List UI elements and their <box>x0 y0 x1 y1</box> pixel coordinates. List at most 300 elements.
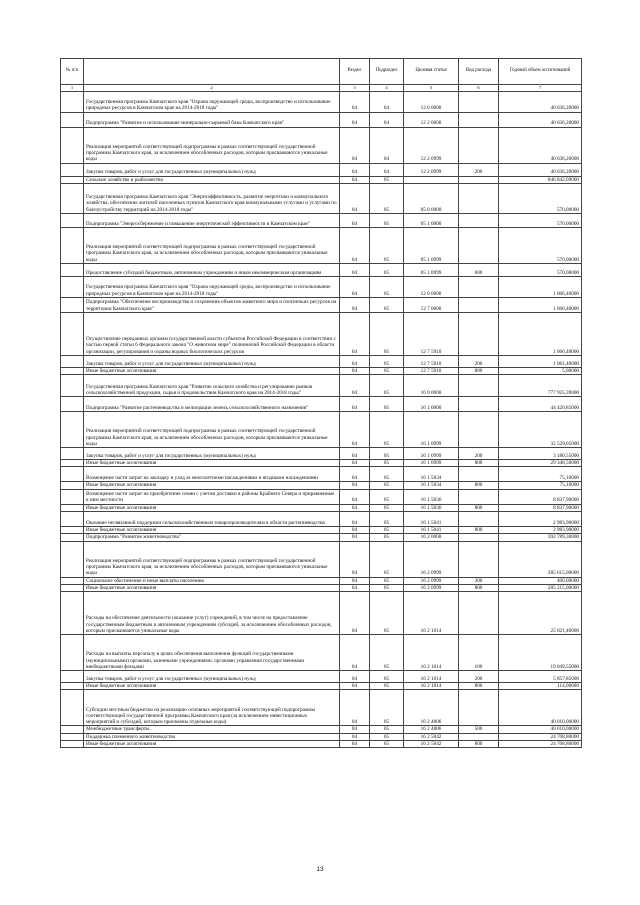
table-row <box>61 671 582 683</box>
amount-cell: 114,00000 <box>499 683 582 690</box>
podrazdel-cell: 04 <box>370 127 404 163</box>
number-cell <box>61 276 84 297</box>
podrazdel-cell: 05 <box>370 504 404 511</box>
target-article-cell: 16 0 0000 <box>404 375 459 397</box>
podrazdel-cell: 05 <box>370 375 404 397</box>
number-cell <box>61 504 84 511</box>
razdel-cell: 04 <box>340 683 370 690</box>
expense-type-cell: 800 <box>459 460 499 467</box>
number-cell <box>61 91 84 112</box>
target-article-cell: 12 7 5910 <box>404 312 459 355</box>
podrazdel-cell: 05 <box>370 741 404 748</box>
expense-type-cell <box>459 397 499 412</box>
table-row <box>61 163 582 176</box>
expense-type-cell <box>459 127 499 163</box>
number-cell <box>61 671 84 683</box>
amount-cell: 5 857,85000 <box>499 671 582 683</box>
amount-cell: 1 066,40000 <box>499 276 582 297</box>
number-cell <box>61 112 84 127</box>
podrazdel-cell: 05 <box>370 176 404 183</box>
target-article-cell: 12 7 0000 <box>404 297 459 312</box>
amount-cell: 2 983,90000 <box>499 511 582 526</box>
number-cell <box>61 176 84 183</box>
table-row <box>61 460 582 467</box>
name-cell: Поддержка племенного животноводства <box>84 733 340 740</box>
name-cell: Реализация мероприятий соответствующей подпрограммы в рамках соответствующей государственной программы Камчатского края, за исключением обособленных расходов, которым присваиваются уникальные коды <box>84 541 340 577</box>
target-article-cell: 16 1 0000 <box>404 397 459 412</box>
expense-type-cell: 800 <box>459 367 499 374</box>
amount-cell: 32 529,05000 <box>499 412 582 448</box>
table-row <box>61 276 582 297</box>
podrazdel-cell: 05 <box>370 577 404 584</box>
target-article-cell: 16 2 4006 <box>404 726 459 733</box>
razdel-cell: 04 <box>340 482 370 489</box>
table-row <box>61 526 582 533</box>
header-number: № п/п <box>61 59 84 85</box>
podrazdel-cell: 05 <box>370 726 404 733</box>
podrazdel-cell: 05 <box>370 183 404 213</box>
podrazdel-cell: 05 <box>370 482 404 489</box>
amount-cell: 846 842,09000 <box>499 176 582 183</box>
target-article-cell: 12 2 0999 <box>404 163 459 176</box>
table-row <box>61 741 582 748</box>
razdel-cell: 04 <box>340 227 370 263</box>
amount-cell: 570,00000 <box>499 183 582 213</box>
target-article-cell: 05 1 0999 <box>404 227 459 263</box>
razdel-cell: 04 <box>340 467 370 482</box>
amount-cell: 1 061,40000 <box>499 355 582 367</box>
amount-cell: 75,10000 <box>499 482 582 489</box>
expense-type-cell <box>459 511 499 526</box>
name-cell: Возмещение части затрат на закладку и уход за многолетними насаждениями и ягодными насаждениями <box>84 467 340 482</box>
name-cell: Предоставление субсидий бюджетным, автономным учреждениям и иным некоммерческим организациям <box>84 263 340 276</box>
number-cell <box>61 127 84 163</box>
razdel-cell: 04 <box>340 297 370 312</box>
expense-type-cell <box>459 312 499 355</box>
target-article-cell: 16 1 0999 <box>404 412 459 448</box>
table-body <box>61 91 582 748</box>
table-row <box>61 489 582 504</box>
amount-cell: 40 636,20000 <box>499 112 582 127</box>
table-row <box>61 534 582 541</box>
name-cell: Расходы на выплаты персоналу в целях обеспечения выполнения функций государственными (муниципальными) органами, казенными учреждениями, органами управления государственными внебюджетными фондами <box>84 635 340 671</box>
podrazdel-cell: 05 <box>370 355 404 367</box>
target-article-cell: 12 0 0000 <box>404 276 459 297</box>
table-row <box>61 367 582 374</box>
number-cell <box>61 482 84 489</box>
number-cell <box>61 683 84 690</box>
amount-cell: 25 021,40000 <box>499 592 582 635</box>
name-cell: Подпрограмма "Развитие животноводства" <box>84 534 340 541</box>
name-cell: Оказание несвязанной поддержки сельскохозяйственным товаропроизводителям в области растениеводства <box>84 511 340 526</box>
target-article-cell: 16 1 5041 <box>404 511 459 526</box>
podrazdel-cell: 05 <box>370 312 404 355</box>
amount-cell: 570,00000 <box>499 213 582 227</box>
expense-type-cell: 600 <box>459 263 499 276</box>
target-article-cell: 16 1 5034 <box>404 482 459 489</box>
podrazdel-cell: 05 <box>370 367 404 374</box>
razdel-cell: 04 <box>340 504 370 511</box>
name-cell: Субсидии местным бюджетам на реализацию основных мероприятий соответствующей подпрограммы соответствующей государственной программы Камчатского края (за исключением инвестиционных мероприятий и субсидий, которым присвоены отдельные коды) <box>84 690 340 726</box>
amount-cell: 40 636,20000 <box>499 127 582 163</box>
table-row <box>61 592 582 635</box>
table-row <box>61 297 582 312</box>
table-row <box>61 263 582 276</box>
target-article-cell: 05 1 0000 <box>404 213 459 227</box>
expense-type-cell <box>459 534 499 541</box>
razdel-cell: 04 <box>340 448 370 460</box>
target-article-cell: 16 2 5042 <box>404 741 459 748</box>
number-cell <box>61 489 84 504</box>
number-cell <box>61 690 84 726</box>
target-article-cell: 05 1 0999 <box>404 263 459 276</box>
target-article-cell: 16 1 0999 <box>404 448 459 460</box>
podrazdel-cell: 05 <box>370 467 404 482</box>
razdel-cell: 04 <box>340 112 370 127</box>
podrazdel-cell: 05 <box>370 412 404 448</box>
name-cell: Закупка товаров, работ и услуг для государственных (муниципальных) нужд <box>84 163 340 176</box>
expense-type-cell: 800 <box>459 482 499 489</box>
podrazdel-cell: 05 <box>370 733 404 740</box>
number-cell <box>61 733 84 740</box>
expense-type-cell <box>459 183 499 213</box>
column-number: 7 <box>499 85 582 92</box>
amount-cell: 570,00000 <box>499 227 582 263</box>
name-cell: Государственная программа Камчатского края "Развитие сельского хозяйства и регулирование рынков сельскохозяйственной продукции, сырья и продовольствия Камчатского края на 2014-2018 годы" <box>84 375 340 397</box>
amount-cell: 1 066,40000 <box>499 297 582 312</box>
number-cell <box>61 526 84 533</box>
number-cell <box>61 213 84 227</box>
table-row <box>61 733 582 740</box>
header-podrazdel: Подраздел <box>370 59 404 85</box>
amount-cell: 1 066,40000 <box>499 312 582 355</box>
number-cell <box>61 397 84 412</box>
number-cell <box>61 375 84 397</box>
podrazdel-cell: 05 <box>370 213 404 227</box>
razdel-cell: 04 <box>340 690 370 726</box>
amount-cell: 8 837,90000 <box>499 489 582 504</box>
amount-cell: 400,00000 <box>499 577 582 584</box>
razdel-cell: 04 <box>340 726 370 733</box>
expense-type-cell <box>459 690 499 726</box>
table-row <box>61 635 582 671</box>
podrazdel-cell: 05 <box>370 263 404 276</box>
table-row <box>61 397 582 412</box>
target-article-cell: 16 2 1014 <box>404 671 459 683</box>
name-cell: Иные бюджетные ассигнования <box>84 741 340 748</box>
table-row <box>61 412 582 448</box>
table-row <box>61 213 582 227</box>
razdel-cell: 04 <box>340 263 370 276</box>
podrazdel-cell: 05 <box>370 297 404 312</box>
number-cell <box>61 227 84 263</box>
target-article-cell: 12 0 0000 <box>404 91 459 112</box>
name-cell: Государственная программа Камчатского края "Энергоэффективность, развитие энергетики и коммунального хозяйства, обеспечение жителей населенных пунктов Камчатского края коммунальными услугами и услугами по благоустройству территорий на 2014-2018 годы" <box>84 183 340 213</box>
razdel-cell: 04 <box>340 276 370 297</box>
table-row <box>61 183 582 213</box>
column-number: 4 <box>370 85 404 92</box>
name-cell: Государственная программа Камчатского края "Охрана окружающей среды, воспроизводство и использование природных ресурсов в Камчатском крае на 2014-2018 годы" <box>84 91 340 112</box>
podrazdel-cell: 05 <box>370 526 404 533</box>
table-row <box>61 448 582 460</box>
number-cell <box>61 312 84 355</box>
table-row <box>61 541 582 577</box>
podrazdel-cell: 05 <box>370 683 404 690</box>
name-cell: Закупка товаров, работ и услуг для государственных (муниципальных) нужд <box>84 355 340 367</box>
name-cell: Межбюджетные трансферты <box>84 726 340 733</box>
target-article-cell: 16 1 5034 <box>404 467 459 482</box>
header-expense-type: Вид расхода <box>459 59 499 85</box>
name-cell: Государственная программа Камчатского края "Охрана окружающей среды, воспроизводство и использование природных ресурсов в Камчатском крае на 2014-2018 годы" <box>84 276 340 297</box>
razdel-cell: 04 <box>340 489 370 504</box>
header-target-article: Целевая статья <box>404 59 459 85</box>
table-row <box>61 690 582 726</box>
target-article-cell: 16 2 1014 <box>404 592 459 635</box>
number-cell <box>61 577 84 584</box>
number-cell <box>61 183 84 213</box>
amount-cell: 3 180,55000 <box>499 448 582 460</box>
budget-table <box>60 58 582 748</box>
amount-cell: 75,10000 <box>499 467 582 482</box>
table-row <box>61 683 582 690</box>
podrazdel-cell: 05 <box>370 534 404 541</box>
expense-type-cell: 800 <box>459 741 499 748</box>
amount-cell: 285 215,00000 <box>499 584 582 591</box>
target-article-cell: 12 2 0999 <box>404 127 459 163</box>
table-row <box>61 726 582 733</box>
expense-type-cell <box>459 112 499 127</box>
name-cell: Иные бюджетные ассигнования <box>84 584 340 591</box>
expense-type-cell <box>459 91 499 112</box>
podrazdel-cell: 04 <box>370 163 404 176</box>
razdel-cell: 04 <box>340 367 370 374</box>
number-cell <box>61 297 84 312</box>
expense-type-cell: 800 <box>459 526 499 533</box>
amount-cell: 40 636,20000 <box>499 91 582 112</box>
header-annual-amount: Годовой объем ассигнований <box>499 59 582 85</box>
table-row <box>61 112 582 127</box>
name-cell: Реализация мероприятий соответствующей подпрограммы в рамках соответствующей государственной программы Камчатского края, за исключением обособленных расходов, которым присваиваются уникальные коды <box>84 412 340 448</box>
target-article-cell: 16 1 0999 <box>404 460 459 467</box>
podrazdel-cell: 05 <box>370 584 404 591</box>
amount-cell: 5,00000 <box>499 367 582 374</box>
amount-cell: 44 420,85000 <box>499 397 582 412</box>
number-cell <box>61 541 84 577</box>
column-number: 1 <box>61 85 84 92</box>
expense-type-cell: 800 <box>459 683 499 690</box>
podrazdel-cell: 05 <box>370 635 404 671</box>
podrazdel-cell: 05 <box>370 671 404 683</box>
name-cell: Закупка товаров, работ и услуг для государственных (муниципальных) нужд <box>84 448 340 460</box>
expense-type-cell: 200 <box>459 671 499 683</box>
number-cell <box>61 467 84 482</box>
table-row <box>61 504 582 511</box>
podrazdel-cell: 04 <box>370 91 404 112</box>
target-article-cell: 16 2 1014 <box>404 683 459 690</box>
podrazdel-cell: 05 <box>370 690 404 726</box>
podrazdel-cell: 05 <box>370 397 404 412</box>
number-cell <box>61 355 84 367</box>
target-article-cell: 16 2 5042 <box>404 733 459 740</box>
name-cell: Иные бюджетные ассигнования <box>84 367 340 374</box>
amount-cell: 24 708,80000 <box>499 733 582 740</box>
number-cell <box>61 584 84 591</box>
razdel-cell: 04 <box>340 534 370 541</box>
name-cell: Подпрограмма "Развитие и использование минерально-сырьевой базы Камчатского края" <box>84 112 340 127</box>
razdel-cell: 04 <box>340 541 370 577</box>
razdel-cell: 04 <box>340 526 370 533</box>
target-article-cell: 05 0 0000 <box>404 183 459 213</box>
razdel-cell: 04 <box>340 584 370 591</box>
target-article-cell: 16 2 1014 <box>404 635 459 671</box>
expense-type-cell <box>459 227 499 263</box>
target-article-cell: 16 2 0999 <box>404 577 459 584</box>
table-row <box>61 355 582 367</box>
expense-type-cell: 100 <box>459 635 499 671</box>
number-cell <box>61 448 84 460</box>
number-cell <box>61 412 84 448</box>
name-cell: Реализация мероприятий соответствующей подпрограммы в рамках соответствующей государственной программы Камчатского края, за исключением обособленных расходов, которым присваиваются уникальные коды <box>84 227 340 263</box>
podrazdel-cell: 05 <box>370 276 404 297</box>
razdel-cell: 04 <box>340 163 370 176</box>
razdel-cell: 04 <box>340 312 370 355</box>
razdel-cell: 04 <box>340 213 370 227</box>
table-row <box>61 176 582 183</box>
amount-cell: 2 983,90000 <box>499 526 582 533</box>
amount-cell: 40 636,20000 <box>499 163 582 176</box>
razdel-cell: 04 <box>340 375 370 397</box>
number-cell <box>61 460 84 467</box>
amount-cell: 40 010,00000 <box>499 690 582 726</box>
name-cell: Возмещение части затрат на приобретение семян с учетом доставки в районы Крайнего Севера и приравненные к ним местности <box>84 489 340 504</box>
expense-type-cell <box>459 489 499 504</box>
expense-type-cell <box>459 213 499 227</box>
target-article-cell <box>404 176 459 183</box>
name-cell: Подпрограмма "Обеспечение воспроизводства и сохранения объектов животного мира и охотничьих ресурсов на территории Камчатского края" <box>84 297 340 312</box>
podrazdel-cell: 05 <box>370 460 404 467</box>
table-row <box>61 127 582 163</box>
name-cell: Иные бюджетные ассигнования <box>84 460 340 467</box>
razdel-cell: 04 <box>340 355 370 367</box>
target-article-cell: 12 7 5910 <box>404 355 459 367</box>
podrazdel-cell: 05 <box>370 489 404 504</box>
name-cell: Иные бюджетные ассигнования <box>84 482 340 489</box>
number-cell <box>61 263 84 276</box>
expense-type-cell <box>459 375 499 397</box>
amount-cell: 777 925,39000 <box>499 375 582 397</box>
name-cell: Иные бюджетные ассигнования <box>84 504 340 511</box>
table-row <box>61 482 582 489</box>
podrazdel-cell: 05 <box>370 511 404 526</box>
razdel-cell: 04 <box>340 733 370 740</box>
target-article-cell: 16 2 0999 <box>404 541 459 577</box>
name-cell: Расходы на обеспечение деятельности (оказание услуг) учреждений, в том числе на предоставление государственным бюджетным и автономным учреждениям субсидий, за исключением обособленных расходов, которым присваиваются уникальные коды <box>84 592 340 635</box>
expense-type-cell <box>459 276 499 297</box>
razdel-cell: 04 <box>340 127 370 163</box>
expense-type-cell <box>459 541 499 577</box>
expense-type-cell <box>459 176 499 183</box>
header-row <box>61 59 582 85</box>
expense-type-cell: 800 <box>459 504 499 511</box>
number-cell <box>61 635 84 671</box>
name-cell: Реализация мероприятий соответствующей подпрограммы в рамках соответствующей государственной программы Камчатского края, за исключением обособленных расходов, которым присваиваются уникальные коды <box>84 127 340 163</box>
razdel-cell: 04 <box>340 460 370 467</box>
podrazdel-cell: 04 <box>370 112 404 127</box>
table-row <box>61 91 582 112</box>
razdel-cell: 04 <box>340 592 370 635</box>
target-article-cell: 12 7 5910 <box>404 367 459 374</box>
podrazdel-cell: 05 <box>370 227 404 263</box>
podrazdel-cell: 05 <box>370 448 404 460</box>
expense-type-cell: 300 <box>459 577 499 584</box>
target-article-cell: 16 2 4006 <box>404 690 459 726</box>
amount-cell: 392 789,30000 <box>499 534 582 541</box>
target-article-cell: 12 2 0000 <box>404 112 459 127</box>
name-cell: Сельское хозяйство и рыболовство <box>84 176 340 183</box>
table-row <box>61 375 582 397</box>
table-row <box>61 227 582 263</box>
amount-cell: 8 837,90000 <box>499 504 582 511</box>
table-row <box>61 577 582 584</box>
name-cell: Закупка товаров, работ и услуг для государственных (муниципальных) нужд <box>84 671 340 683</box>
name-cell: Социальное обеспечение и иные выплаты населению <box>84 577 340 584</box>
razdel-cell: 04 <box>340 635 370 671</box>
target-article-cell: 16 1 5036 <box>404 489 459 504</box>
expense-type-cell <box>459 733 499 740</box>
target-article-cell: 16 2 0999 <box>404 584 459 591</box>
name-cell: Осуществление переданных органам государственной власти субъектов Российской Федерации в соответствии с частью первой статьи 6 Федерального закона "О животном мире" полномочий Российской Федерации в области организации, регулирования и охраны водных биологических ресурсов <box>84 312 340 355</box>
expense-type-cell: 200 <box>459 163 499 176</box>
header-razdel: Раздел <box>340 59 370 85</box>
table-row <box>61 467 582 482</box>
expense-type-cell: 200 <box>459 448 499 460</box>
expense-type-cell <box>459 467 499 482</box>
column-number: 2 <box>84 85 340 92</box>
razdel-cell: 04 <box>340 176 370 183</box>
number-cell <box>61 367 84 374</box>
number-cell <box>61 511 84 526</box>
column-number: 6 <box>459 85 499 92</box>
table-row <box>61 584 582 591</box>
expense-type-cell <box>459 297 499 312</box>
name-cell: Иные бюджетные ассигнования <box>84 683 340 690</box>
amount-cell: 29 348,50000 <box>499 460 582 467</box>
target-article-cell: 16 1 5036 <box>404 504 459 511</box>
target-article-cell: 16 1 5041 <box>404 526 459 533</box>
podrazdel-cell: 05 <box>370 592 404 635</box>
amount-cell: 285 615,00000 <box>499 541 582 577</box>
expense-type-cell: 500 <box>459 726 499 733</box>
amount-cell: 24 708,80000 <box>499 741 582 748</box>
column-number: 3 <box>340 85 370 92</box>
number-cell <box>61 592 84 635</box>
number-cell <box>61 534 84 541</box>
razdel-cell: 04 <box>340 511 370 526</box>
target-article-cell: 16 2 0000 <box>404 534 459 541</box>
razdel-cell: 04 <box>340 577 370 584</box>
razdel-cell: 04 <box>340 397 370 412</box>
number-cell <box>61 726 84 733</box>
name-cell: Иные бюджетные ассигнования <box>84 526 340 533</box>
razdel-cell: 04 <box>340 91 370 112</box>
podrazdel-cell: 05 <box>370 541 404 577</box>
expense-type-cell <box>459 592 499 635</box>
table-row <box>61 511 582 526</box>
column-number: 5 <box>404 85 459 92</box>
name-cell: Подпрограмма "Энергосбережение и повышение энергетической эффективности в Камчатском крае" <box>84 213 340 227</box>
razdel-cell: 04 <box>340 741 370 748</box>
number-cell <box>61 741 84 748</box>
